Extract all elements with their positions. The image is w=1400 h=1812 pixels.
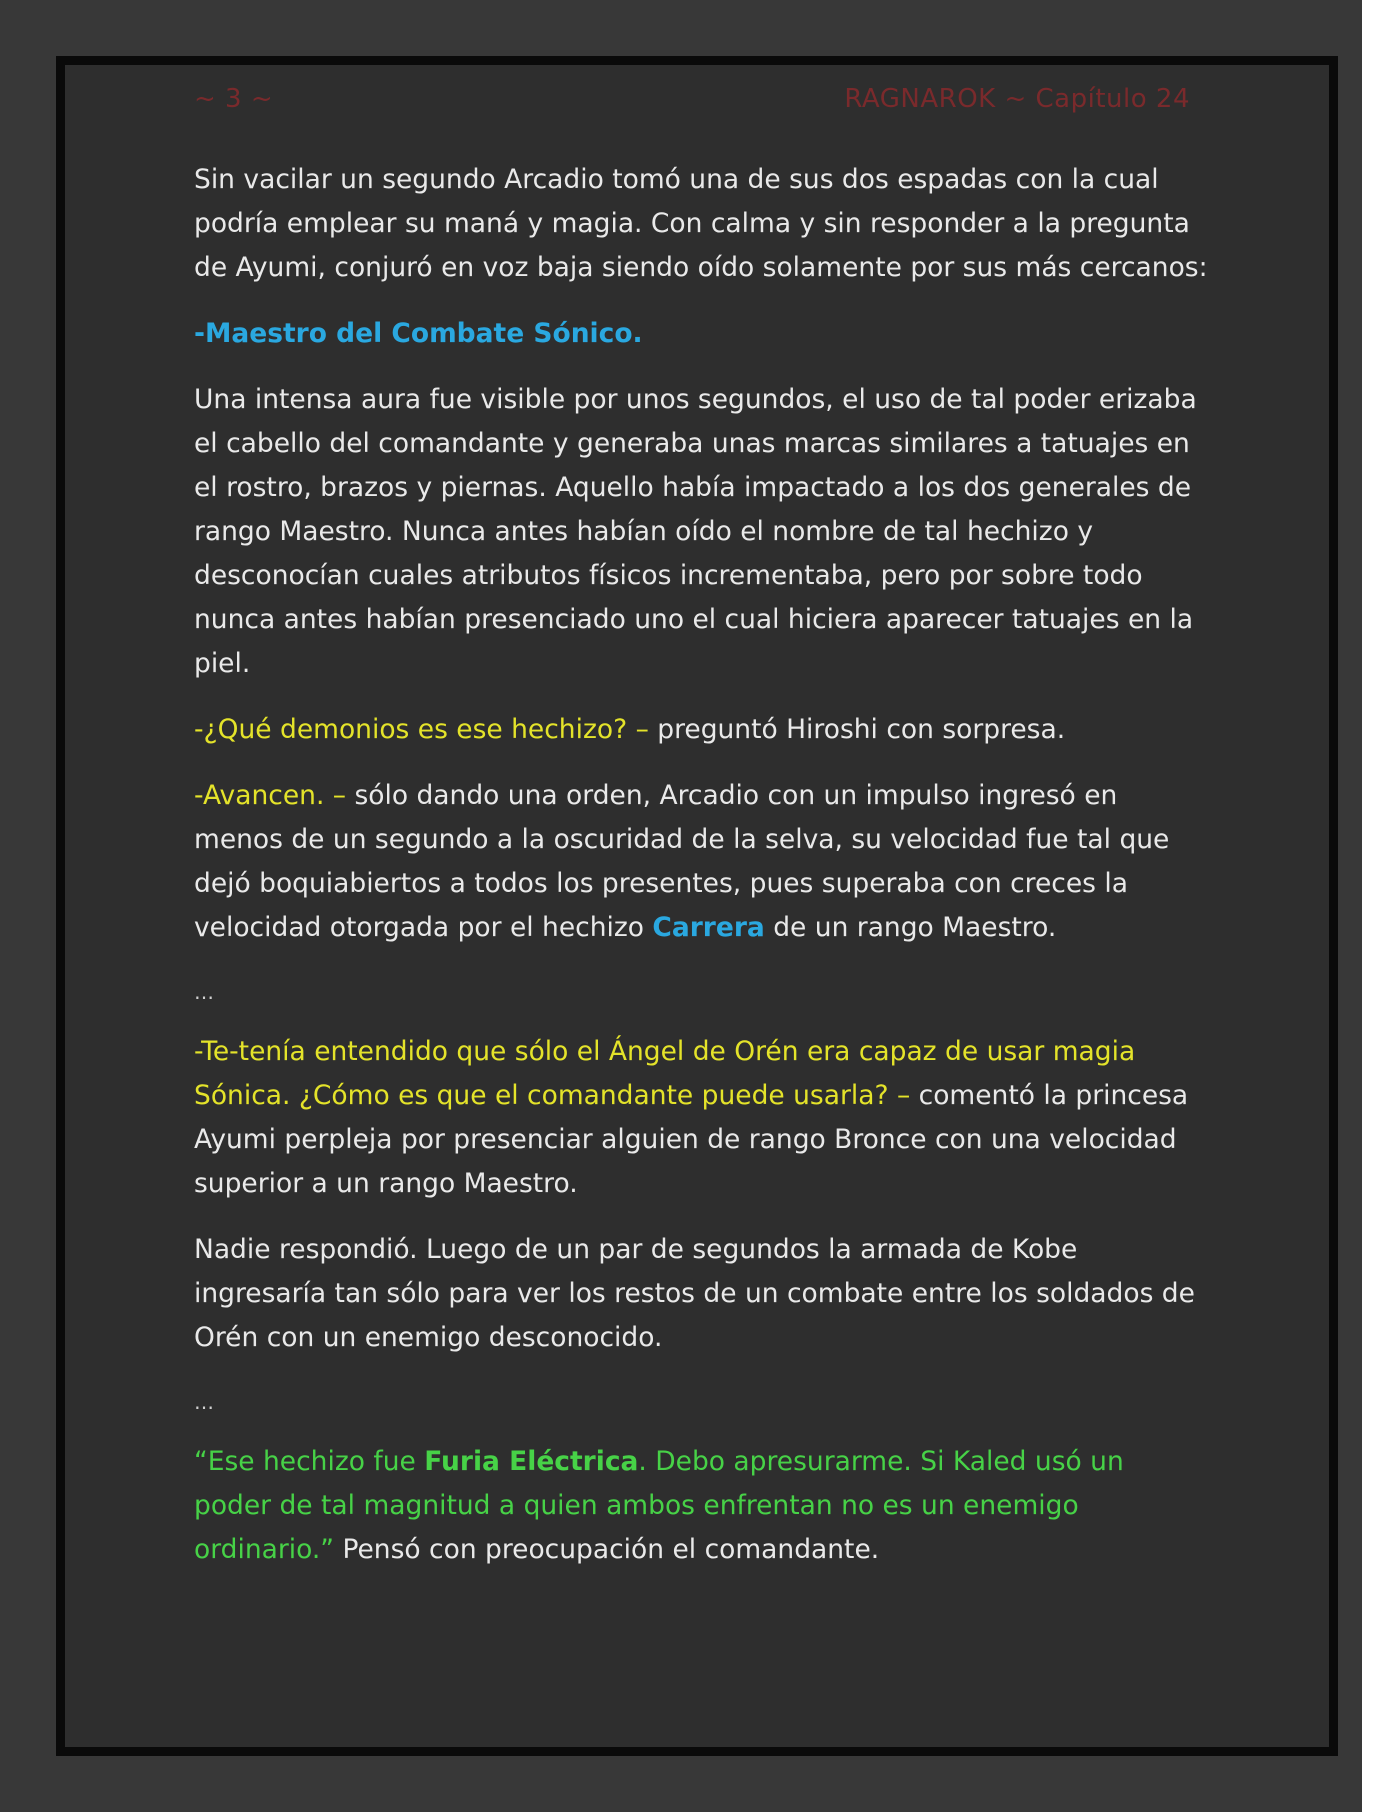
paragraph-5	[194, 1030, 1209, 1206]
paragraph-1: Sin vacilar un segundo Arcadio tomó una de sus dos espadas con la cual podría emplear su maná y magia. Con calma y sin responder a la pregunta de Ayumi, conjuró en voz baja siendo oído solamente por sus más cercanos:	[194, 164, 1208, 283]
narration-arcadio-a: sólo dando una orden, Arcadio con un impulso ingresó en menos de un segundo a la oscuridad de la selva, su velocidad fue tal que dejó boquiabiertos a todos los presentes, pues superaba con creces la velocidad otorgada por el hechizo	[194, 780, 1170, 943]
paragraph-6: Nadie respondió. Luego de un par de segundos la armada de Kobe ingresaría tan sólo para ver los restos de un combate entre los soldados de Orén con un enemigo desconocido.	[194, 1234, 1195, 1353]
dialogue-arcadio: -Avancen. –	[194, 780, 347, 811]
paragraph-4	[194, 774, 1209, 950]
scene-break-1: …	[194, 980, 214, 1004]
thought-a: “Ese hechizo fue	[194, 1446, 425, 1477]
paragraph-3	[194, 708, 1209, 752]
dialogue-ayumi: -Te-tenía entendido que sólo el Ángel de Orén era capaz de usar magia Sónica. ¿Cómo es que el comandante puede usarla? –	[194, 1036, 1136, 1111]
spell-furia-electrica: Furia Eléctrica	[424, 1446, 639, 1477]
narration-ayumi: comentó la princesa Ayumi perpleja por presenciar alguien de rango Bronce con una velocidad superior a un rango Maestro.	[194, 1080, 1189, 1199]
page-number: ~ 3 ~	[194, 84, 274, 114]
page-body	[194, 158, 1209, 1594]
thought-b: . Debo apresurarme. Si Kaled usó un poder de tal magnitud a quien ambos enfrentan no es un enemigo ordinario.”	[194, 1446, 1124, 1565]
narration-arcadio-b: de un rango Maestro.	[764, 912, 1057, 943]
paragraph-7	[194, 1440, 1209, 1572]
narration-hiroshi: preguntó Hiroshi con sorpresa.	[648, 714, 1066, 745]
spell-incantation: -Maestro del Combate Sónico.	[194, 318, 643, 349]
narration-commander: Pensó con preocupación el comandante.	[334, 1534, 880, 1565]
page-edge-strip	[1362, 0, 1400, 1812]
dialogue-hiroshi: -¿Qué demonios es ese hechizo? –	[194, 714, 649, 745]
paragraph-2: Una intensa aura fue visible por unos segundos, el uso de tal poder erizaba el cabello del comandante y generaba unas marcas similares a tatuajes en el rostro, brazos y piernas. Aquello había impactado a los dos generales de rango Maestro. Nunca antes habían oído el nombre de tal hechizo y desconocían cuales atributos físicos incrementaba, pero por sobre todo nunca antes habían presenciado uno el cual hiciera aparecer tatuajes en la piel.	[194, 384, 1197, 679]
spell-carrera: Carrera	[652, 912, 765, 943]
scene-break-2: …	[194, 1390, 214, 1414]
running-title: RAGNAROK ~ Capítulo 24	[844, 84, 1190, 114]
